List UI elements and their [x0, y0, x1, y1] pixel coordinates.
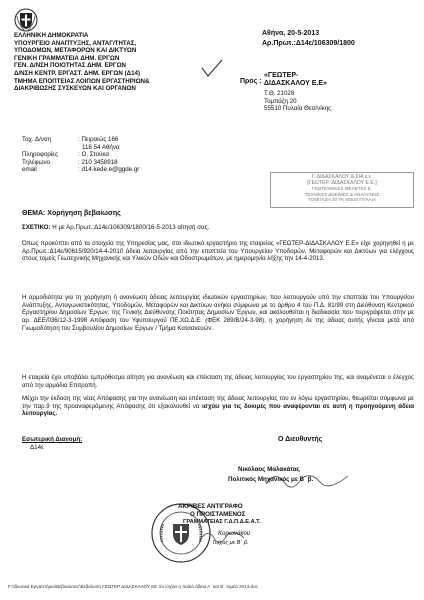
contact-row: [22, 151, 139, 159]
final-paragraph: [22, 395, 414, 418]
copy-stamp-line: Ο ΠΡΟΙΣΤΑΜΕΝΟΣ: [190, 511, 246, 518]
contact-row: [22, 136, 139, 144]
company-received-stamp: [270, 172, 414, 208]
copy-stamp-line: Κορωνάκου: [218, 530, 251, 537]
subject-label: ΘΕΜΑ:: [22, 210, 46, 217]
contact-value: : 210 3458918: [78, 158, 118, 166]
recipient-street: Τομπάζη 20: [264, 97, 297, 105]
contact-label: email: [22, 166, 37, 174]
sender-line: ΕΛΛΗΝΙΚΗ ΔΗΜΟΚΡΑΤΙΑ: [14, 32, 89, 39]
internal-distribution: [22, 436, 82, 451]
sender-block: [14, 32, 150, 93]
related-text: Η με Αρ.Πρωτ.:Δ14ε/106309/1800/16-5-2013 αίτησή σας.: [52, 224, 210, 231]
sender-line: ΓΕΝ. Δ/ΝΣΗ ΠΟΙΟΤΗΤΑΣ ΔΗΜ. ΕΡΓΩΝ: [14, 62, 127, 70]
recipient-name-line1: «ΓΕΩΤΕΡ-: [264, 72, 299, 79]
contact-label: Πληροφορίες: [22, 151, 59, 159]
final-paragraph-text: Μέχρι την έκδοση της νέας Απόφασης για την ανανέωση και επέκταση της άδειας λειτουργίας του εν λόγω εργαστηρίου, θεωρείται σύμφωνα με την παρ.9 της προαναφερόμενης Απόφασης ότι εξακολουθεί να: [22, 395, 414, 410]
stamp-line: [ΓΕΩΤΕΡ.-ΔΙΔΑΣΚΑΛΟΥ Ε.Ε.]: [307, 179, 377, 186]
contact-row: [22, 159, 139, 167]
sender-line: ΔΙΑΚΡΙΒΩΣΗΣ ΣΥΣΚΕΥΩΝ ΚΑΙ ΟΡΓΑΝΩΝ: [14, 85, 136, 93]
internal-distribution-value: Δ14ε: [30, 443, 44, 451]
contact-block: [22, 136, 139, 174]
signatory-title: Ο Διευθυντής: [278, 436, 323, 443]
internal-distribution-label: Εσωτερική Διανομή:: [22, 436, 83, 443]
stamp-line: ΤΕΧΝΙΚΕΣ ΔΟΚΙΜΕΣ & ΑΝΑΛΥΣΕΙΣ: [304, 191, 380, 197]
recipient-name: [264, 72, 327, 89]
related-line: [22, 224, 209, 232]
copy-stamp-line: ΑΚΡΙΒΕΣ ΑΝΤΙΓΡΑΦΟ: [178, 503, 243, 510]
body-paragraph: Όπως προκύπτει από τα στοιχεία της Υπηρεσίας μας, στο ιδιωτικό εργαστήριο της εταιρείας «ΓΕΩΤΕΡ-ΔΙΔΑΣΚΑΛΟΥ Ε.Ε» είχε χορηγηθεί η με Αρ.Πρωτ.:Δ14ε/90615/920/14-4-2010 άδεια λειτουργίας από την εποπτεία του Υπουργείου Υποδομών, Μεταφορών και Δικτύων για ελέγχους στους τομείς Γεωτεχνικής Μηχανικής και Υλικών Οδών και Οδοστρωμάτων, με ημερομηνία λήξης την 14-4-2013.: [22, 240, 414, 263]
recipient-address: [264, 90, 331, 113]
copy-stamp-line: ΓΡΑΜΜΑΤΕΙΑΣ Γ.Δ.Π.Δ.Ε.Α.Τ.: [183, 519, 261, 525]
contact-label: Τηλέφωνο: [22, 158, 50, 166]
recipient-city: 55510 Πυλαία Θεσ/νίκης: [264, 105, 332, 113]
contact-row: [22, 144, 139, 152]
contact-value: : d14.kede.e@ggde.gr: [78, 166, 140, 174]
sender-line: ΥΠΟΔΟΜΩΝ, ΜΕΤΑΦΟΡΩΝ ΚΑΙ ΔΙΚΤΥΩΝ: [14, 47, 137, 55]
protocol-number: Αρ.Πρωτ.:Δ14ε/106309/1800: [262, 40, 355, 47]
check-mark-icon: [200, 58, 224, 80]
sender-line: ΤΜΗΜΑ ΕΠΟΠΤΕΙΑΣ ΛΟΙΠΩΝ ΕΡΓΑΣΤΗΡΙΩΝ&: [14, 77, 150, 85]
contact-value: : Πειραιώς 166: [78, 136, 119, 143]
file-path-footer: F:\Ιδιωτικά Εργαστήρια\Βεβαιώσεις\Βεβαίωση ΓΕΩΤΕΡ ΔΙΔΑΣΚΑΛΟΥ ΕΕ ότι ισχύει η παλιά άδεια Α΄ και Β΄ τομέα 2013.doc: [8, 584, 258, 589]
subject-text: Χορήγηση βεβαίωσης: [47, 210, 121, 217]
signatory-name: Νικόλαος Μαλακάτας: [238, 466, 300, 473]
stamp-line: Γ. ΔΙΔΑΣΚΑΛΟΥ & ΣΙΑ ε.ε.: [311, 174, 373, 180]
contact-row: [22, 166, 139, 174]
recipient-name-line2: ΔΙΔΑΣΚΑΛΟΥ Ε.Ε»: [264, 80, 327, 88]
recipient-label: Προς :: [240, 78, 262, 85]
contact-label: Ταχ. Δ/νση: [22, 136, 52, 143]
contact-value: 118 54 Αθήνα: [82, 143, 120, 151]
body-paragraph: Η εταιρεία έχει υποβάλει εμπρόθεσμα αίτηση για ανανέωση και επέκταση της άδειας λειτουργίας του εργαστηρίου της, και αναμένεται ο έλεγχος από την αρμόδια Επιτροπή.: [22, 374, 414, 389]
signatory-role: Πολιτικός Μηχανικός με Β΄ β.: [228, 476, 314, 483]
sender-line: Δ/ΝΣΗ ΚΕΝΤΡ. ΕΡΓΑΣΤ. ΔΗΜ. ΕΡΓΩΝ (Δ14): [14, 69, 141, 77]
subject-line: [22, 210, 121, 218]
sender-line: ΓΕΝΙΚΗ ΓΡΑΜΜΑΤΕΙΑ ΔΗΜ. ΕΡΓΩΝ: [14, 54, 120, 62]
recipient-po-box: Τ.Θ. 21028: [264, 90, 295, 97]
sender-line: ΥΠΟΥΡΓΕΙΟ ΑΝΑΠΤΥΞΗΣ, ΑΝΤΑΓ/ΤΗΤΑΣ,: [14, 39, 137, 47]
stamp-line: ΓΕΩΤΕΧΝΙΚΕΣ ΜΕΛΕΤΕΣ Ε.: [311, 186, 373, 192]
contact-value: : Ο. Στούκα: [78, 151, 109, 159]
stamp-line: ΤΟΜΠΑΖΗ 20 ΤΚ 55510 ΠΥΛΑΙΑ: [308, 197, 376, 203]
copy-stamp-line: Τοίχος με Β΄ β.: [212, 540, 249, 546]
related-label: ΣΧΕΤΙΚΟ:: [22, 224, 51, 231]
date-line: Αθήνα, 20-5-2013: [262, 30, 320, 37]
final-paragraph-bold: ισχύει για τις δοκιμές που αναφέρονται σε αυτή η προηγούμενη άδεια λειτουργίας.: [22, 402, 414, 418]
greek-coat-of-arms-icon: [14, 8, 38, 32]
body-paragraph: Η αρμοδιότητα για τη χορήγηση ή ανανέωση άδειας λειτουργίας ιδιωτικών εργαστηρίων, που λειτουργούν υπό την εποπτεία του Υπουργείου Ανάπτυξης, Ανταγωνιστικότητας, Υποδομών, Μεταφορών και Δικτύων ανήκει σύμφωνα με το άρθρο 4 του Π.Δ. 81/99 στη Διεύθυνση Κεντρικού Εργαστηρίου Δημοσίων Έργων, της Γενικής Διεύθυνσης Ποιότητας Δημοσίων Έργων, και ακολουθείται η διαδικασία που περιγράφεται στην με αρ. ΔΕΕ/036/12-3-1998 Απόφαση του Υφυπουργού ΠΕ.ΧΩ.Δ.Ε. (ΦΕΚ 289/Β/24-3-98), η χορήγηση δε της άδειας αυτής γίνεται μετά από Γνωμοδότηση του Συμβουλίου Δημοσίων Έργων / Τμήμα Κατασκευών.: [22, 294, 414, 332]
